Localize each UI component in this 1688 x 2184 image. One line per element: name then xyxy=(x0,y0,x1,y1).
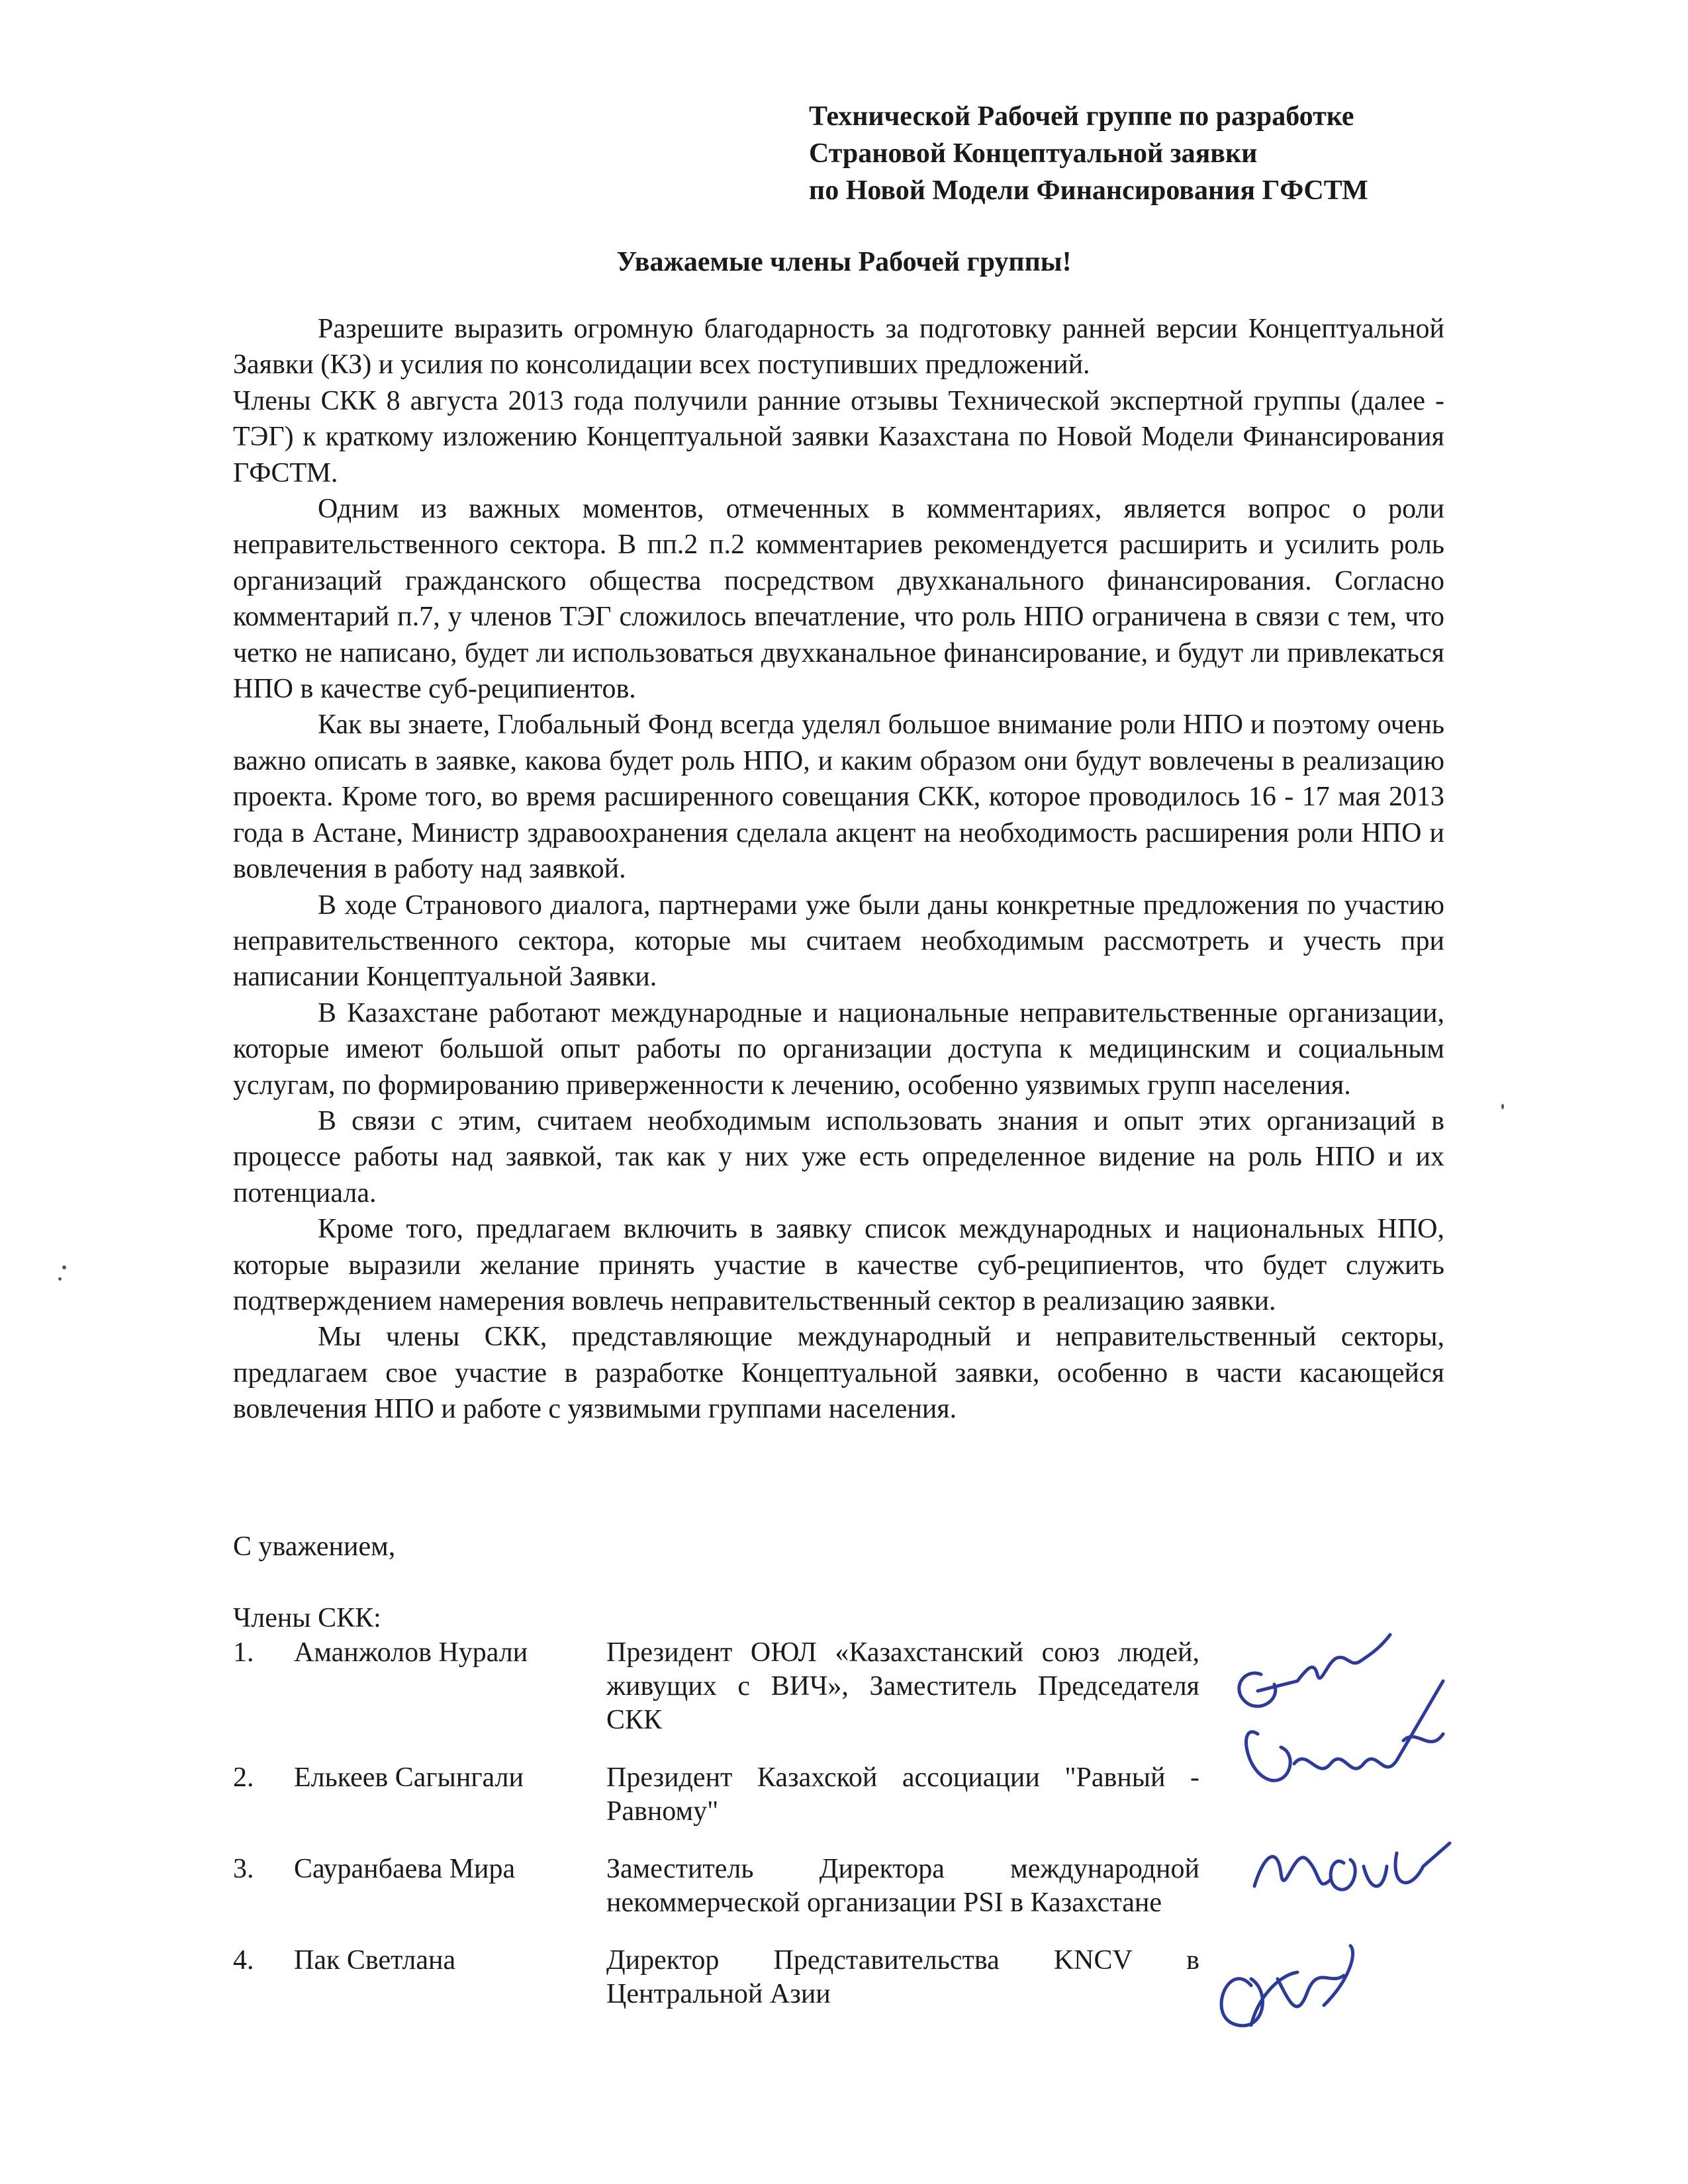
signer-role: Президент ОЮЛ «Казахстанский союз людей, живущих с ВИЧ», Заместитель Председателя СКК xyxy=(606,1637,1199,1735)
paragraph-4: Как вы знаете, Глобальный Фонд всегда уделял большое внимание роли НПО и поэтому очень важно описать в заявке, какова будет роль НПО, и каким образом они будут вовлечены в реализацию проекта. Кроме того, во время расширенного совещания СКК, которое проводилось 16 - 17 мая 2013 года в Астане, Министр здравоохранения сделала акцент на необходимость расширения роли НПО и вовлечения в работу над заявкой. xyxy=(233,709,1444,885)
signer-role: Директор Представительства KNCV в Центральной Азии xyxy=(606,1945,1199,2009)
signer-name: Сауранбаева Мира xyxy=(294,1854,516,1884)
paragraph-5: В ходе Странового диалога, партнерами уже были даны конкретные предложения по участию неправительственного сектора, которые мы считаем необходимым рассмотреть и учесть при написании Концептуальной Заявки. xyxy=(233,889,1444,993)
addressee-line-3: по Новой Модели Финансирования ГФСТМ xyxy=(809,175,1368,206)
addressee-line-2: Страновой Концептуальной заявки xyxy=(809,138,1258,169)
signer-number: 2. xyxy=(233,1762,254,1793)
signer-name: Аманжолов Нурали xyxy=(294,1637,528,1668)
paragraph-8: Кроме того, предлагаем включить в заявку список международных и национальных НПО, которые выразили желание принять участие в качестве суб-реципиентов, что будет служить подтверждением намерения вовлечь неправительственный сектор в реализацию заявки. xyxy=(233,1214,1444,1316)
signer-role: Заместитель Директора международной некоммерческой организации PSI в Казахстане xyxy=(606,1854,1199,1918)
paragraph-1: Разрешите выразить огромную благодарность за подготовку ранней версии Концептуальной Заявки (КЗ) и усилия по консолидации всех поступивших предложений. xyxy=(233,314,1444,381)
signer-name: Елькеев Сагынгали xyxy=(294,1762,524,1793)
signer-name: Пак Светлана xyxy=(294,1945,456,1976)
paragraph-7: В связи с этим, считаем необходимым использовать знания и опыт этих организаций в процессе работы над заявкой, так как у них уже есть определенное видение на роль НПО и их потенциала. xyxy=(233,1105,1444,1208)
signature-1 xyxy=(1239,1635,1443,1780)
members-title: Члены СКК: xyxy=(233,1603,381,1633)
scan-speck xyxy=(1501,1104,1504,1109)
signature-2 xyxy=(1254,1843,1450,1889)
signer-number: 3. xyxy=(233,1854,254,1884)
paragraph-9: Мы члены СКК, представляющие международный и неправительственный секторы, предлагаем свое участие в разработке Концептуальной заявки, особенно в части касающейся вовлечения НПО и работе с уязвимыми группами населения. xyxy=(233,1322,1444,1425)
scan-speck xyxy=(58,1277,62,1281)
greeting: Уважаемые члены Рабочей группы! xyxy=(616,247,1072,277)
signature-3 xyxy=(1221,1946,1353,2026)
signer-number: 1. xyxy=(233,1637,254,1668)
paragraph-2: Члены СКК 8 августа 2013 года получили ранние отзывы Технической экспертной группы (далее - ТЭГ) к краткому изложению Концептуальной заявки Казахстана по Новой Модели Финансирования ГФСТМ. xyxy=(233,385,1444,488)
signer-number: 4. xyxy=(233,1945,254,1976)
addressee-line-1: Технической Рабочей группе по разработке xyxy=(809,101,1354,132)
paragraph-3: Одним из важных моментов, отмеченных в комментариях, является вопрос о роли неправительственного сектора. В пп.2 п.2 комментариев рекомендуется расширить и усилить роль организаций гражданского общества посредством двухканального финансирования. Согласно комментарий п.7, у членов ТЭГ сложилось впечатление, что роль НПО ограничена в связи с тем, что четко не написано, будет ли использоваться двухканальное финансирование, и будут ли привлекаться НПО в качестве суб-реципиентов. xyxy=(233,494,1444,705)
scan-speck xyxy=(62,1265,66,1269)
signer-role: Президент Казахской ассоциации "Равный - Равному" xyxy=(606,1762,1199,1827)
paragraph-6: В Казахстане работают международные и национальные неправительственные организации, которые имеют большой опыт работы по организации доступа к медицинским и социальным услугам, по формированию приверженности к лечению, особенно уязвимых групп населения. xyxy=(233,997,1444,1101)
closing: С уважением, xyxy=(233,1531,396,1562)
